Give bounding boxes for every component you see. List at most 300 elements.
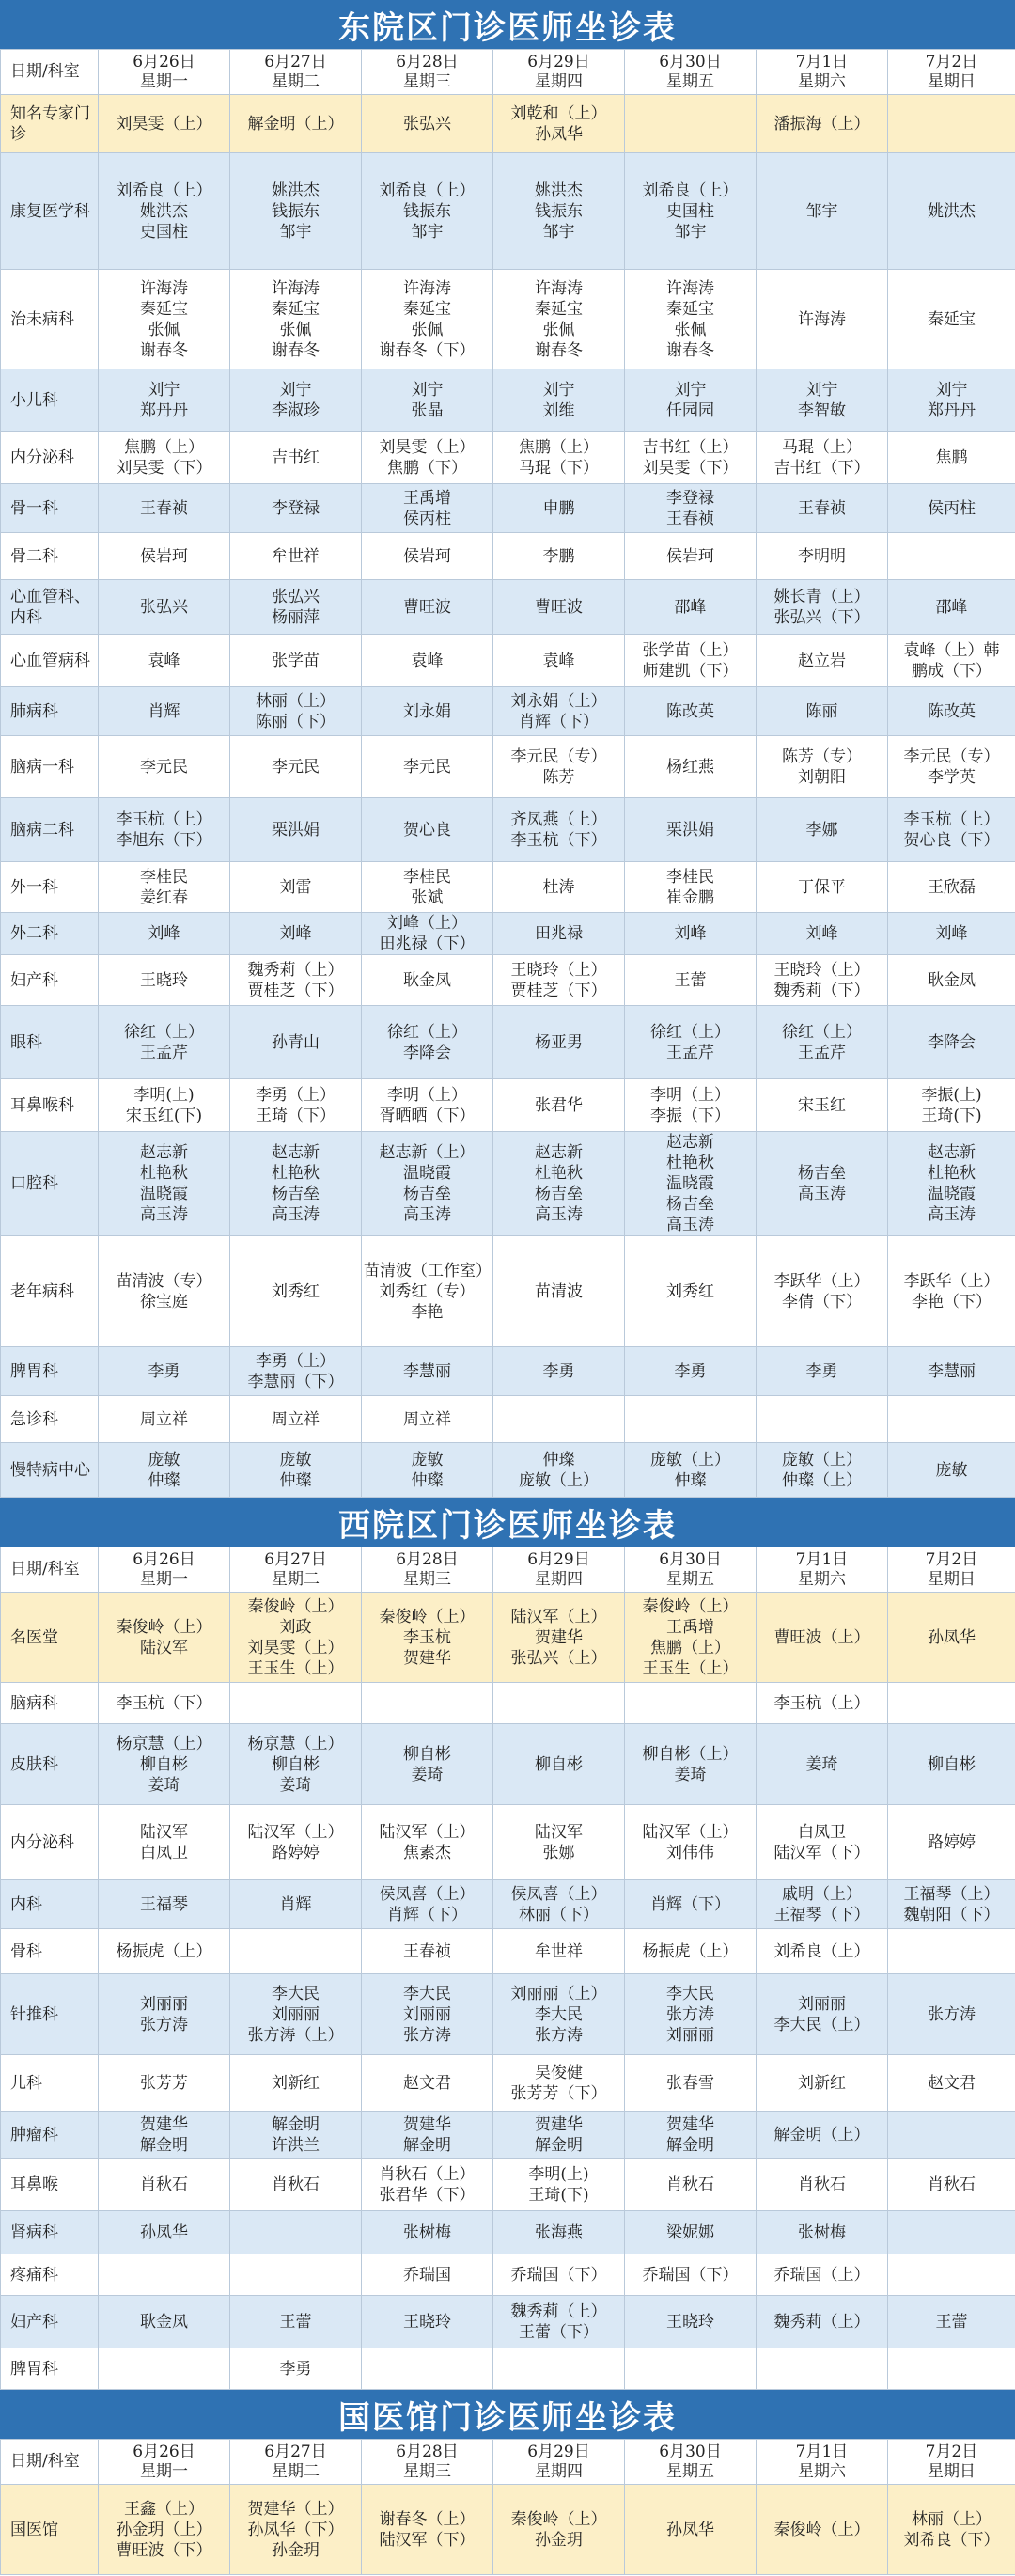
schedule-cell <box>362 2254 493 2296</box>
table-row <box>1 432 1015 484</box>
schedule-cell <box>625 1236 757 1347</box>
doctor-name: 焦鹏（上） <box>519 437 599 457</box>
doctor-name: 孙凤华 <box>140 2223 188 2242</box>
doctor-name: 刘伟伟 <box>666 1843 714 1862</box>
dept-name: 脾胃科 <box>1 2348 99 2390</box>
doctor-name: 陈芳（专） <box>782 746 862 766</box>
doctor-name: 刘永娟 <box>403 701 451 721</box>
header-label: 日期/科室 <box>1 2440 99 2485</box>
doctor-name: 贺建华（上） <box>247 2499 344 2519</box>
doctor-name: 李元民（专） <box>903 746 1000 766</box>
doctor-name: 李勇 <box>148 1361 180 1381</box>
doctor-name: 赵文君 <box>403 2073 451 2093</box>
schedule-cell <box>362 1724 493 1805</box>
doctor-name: 曹旺波（上） <box>773 1627 870 1647</box>
doctor-name: 焦鹏（下） <box>387 458 467 478</box>
doctor-name: 杨吉垒 <box>666 1195 714 1214</box>
schedule-cell <box>625 153 757 270</box>
schedule-cell <box>493 1724 625 1805</box>
dept-name: 脑病二科 <box>1 798 99 862</box>
schedule-cell <box>362 95 493 153</box>
schedule-cell <box>230 635 362 687</box>
schedule-cell <box>230 2211 362 2254</box>
day-weekday: 星期日 <box>928 2461 976 2481</box>
header-label: 日期/科室 <box>1 50 99 95</box>
schedule-cell <box>757 1443 888 1498</box>
table-row <box>1 1929 1015 1974</box>
doctor-name: 刘希良（上） <box>773 1941 870 1961</box>
table-row <box>1 1396 1015 1443</box>
doctor-name: 贺建华 <box>403 2114 451 2134</box>
doctor-name: 解金明 <box>140 2135 188 2155</box>
doctor-name: 李元民 <box>403 757 451 777</box>
schedule-cell <box>757 736 888 798</box>
doctor-name: 周立祥 <box>403 1409 451 1429</box>
schedule-cell <box>625 1593 757 1683</box>
doctor-name: 贺建华 <box>140 2114 188 2134</box>
schedule-cell <box>230 2055 362 2112</box>
doctor-name: 耿金凤 <box>928 970 976 990</box>
doctor-name: 孙凤华 <box>535 124 583 144</box>
day-weekday: 星期日 <box>928 71 976 91</box>
schedule-cell <box>362 687 493 736</box>
doctor-name: 杜艳秋 <box>666 1154 714 1172</box>
doctor-name: 牟世祥 <box>535 1941 583 1961</box>
doctor-name: 邵峰 <box>935 597 968 617</box>
schedule-cell <box>493 2159 625 2211</box>
day-weekday: 星期一 <box>140 1569 188 1589</box>
day-header <box>493 2440 625 2485</box>
doctor-name: 侯丙柱 <box>403 509 451 528</box>
doctor-name: 李玉杭（上） <box>903 809 1000 829</box>
schedule-cell <box>230 1079 362 1132</box>
doctor-name: 李勇 <box>279 2359 312 2379</box>
day-date: 7月1日 <box>795 2442 849 2461</box>
day-date: 6月30日 <box>659 2442 722 2461</box>
doctor-name: 许海涛 <box>403 278 451 298</box>
schedule-cell <box>230 1974 362 2055</box>
schedule-cell <box>757 687 888 736</box>
doctor-name: 李学英 <box>928 767 976 787</box>
doctor-name: 李桂民 <box>140 867 188 887</box>
doctor-name: 刘峰 <box>279 924 312 943</box>
schedule-cell <box>99 1396 230 1443</box>
day-weekday: 星期五 <box>666 71 714 91</box>
schedule-cell <box>757 1347 888 1396</box>
schedule-cell <box>99 1236 230 1347</box>
doctor-name: 李明（上） <box>387 1085 467 1105</box>
doctor-name: 张树梅 <box>798 2223 846 2242</box>
schedule-cell <box>625 736 757 798</box>
doctor-name: 师建凯（下） <box>642 661 739 681</box>
table-row <box>1 1236 1015 1347</box>
table-row <box>1 1006 1015 1079</box>
schedule-cell <box>888 635 1015 687</box>
schedule-cell <box>362 1132 493 1236</box>
doctor-name: 徐宝庭 <box>140 1292 188 1312</box>
schedule-cell <box>230 1347 362 1396</box>
schedule-cell <box>362 2211 493 2254</box>
doctor-name: 陈芳 <box>542 767 575 787</box>
schedule-cell <box>625 270 757 369</box>
day-header <box>99 50 230 95</box>
doctor-name: 陆汉军（上） <box>642 1822 739 1842</box>
schedule-cell <box>888 369 1015 432</box>
schedule-cell <box>362 484 493 533</box>
doctor-name: 肖辉 <box>148 701 180 721</box>
day-date: 6月30日 <box>659 1549 722 1569</box>
schedule-cell <box>230 533 362 580</box>
doctor-name: 秦延宝 <box>928 309 976 329</box>
schedule-cell <box>362 862 493 913</box>
doctor-name: 陈丽 <box>805 701 838 721</box>
schedule-cell <box>888 2348 1015 2390</box>
doctor-name: 秦延宝 <box>272 299 320 319</box>
doctor-name: 邹宇 <box>674 222 707 242</box>
doctor-name: 徐红（上） <box>387 1022 467 1042</box>
doctor-name: 肖秋石（上） <box>379 2164 476 2184</box>
schedule-cell <box>99 736 230 798</box>
schedule-cell <box>757 913 888 955</box>
schedule-cell <box>362 153 493 270</box>
schedule-cell <box>757 2296 888 2348</box>
dept-name: 脑病科 <box>1 1683 99 1724</box>
schedule-cell <box>230 2159 362 2211</box>
doctor-name: 贺建华 <box>403 1648 451 1668</box>
schedule-cell <box>362 2055 493 2112</box>
guoyi-header-row <box>1 2440 1015 2485</box>
schedule-cell <box>493 270 625 369</box>
schedule-cell <box>493 1880 625 1929</box>
doctor-name: 孙凤华（下） <box>247 2520 344 2539</box>
doctor-name: 鹏成（下） <box>912 661 992 681</box>
doctor-name: 吉书红 <box>272 448 320 467</box>
schedule-cell <box>99 484 230 533</box>
schedule-cell <box>362 1805 493 1880</box>
schedule-cell <box>757 1724 888 1805</box>
schedule-cell <box>888 95 1015 153</box>
schedule-cell <box>230 580 362 635</box>
doctor-name: 李明(上) <box>528 2164 589 2184</box>
schedule-cell <box>888 2485 1015 2575</box>
doctor-name: 刘雷 <box>279 877 312 897</box>
schedule-cell <box>99 270 230 369</box>
schedule-cell <box>888 533 1015 580</box>
doctor-name: 刘宁 <box>411 380 444 400</box>
doctor-name: 高玉涛 <box>535 1205 583 1224</box>
schedule-cell <box>888 687 1015 736</box>
doctor-name: 陆汉军（上） <box>510 1607 607 1626</box>
doctor-name: 张弘兴（下） <box>773 607 870 627</box>
schedule-cell <box>888 862 1015 913</box>
dept-name: 眼科 <box>1 1006 99 1079</box>
doctor-name: 庞敏 <box>935 1460 968 1480</box>
doctor-name: 张晶 <box>411 401 444 420</box>
schedule-cell <box>625 1929 757 1974</box>
doctor-name: 路婷婷 <box>928 1832 976 1852</box>
doctor-name: 赵立岩 <box>798 651 846 670</box>
doctor-name: 王琦(下) <box>921 1106 982 1125</box>
doctor-name: 魏秀莉（上） <box>510 2301 607 2321</box>
doctor-name: 仲璨 <box>542 1450 575 1469</box>
table-row <box>1 2254 1015 2296</box>
table-row <box>1 1132 1015 1236</box>
table-row <box>1 862 1015 913</box>
table-row <box>1 1443 1015 1498</box>
table-row <box>1 270 1015 369</box>
doctor-name: 王蕾 <box>674 970 707 990</box>
day-date: 7月2日 <box>925 1549 978 1569</box>
doctor-name: 王孟芹 <box>666 1043 714 1062</box>
schedule-cell <box>362 798 493 862</box>
schedule-cell <box>757 369 888 432</box>
doctor-name: 刘宁 <box>935 380 968 400</box>
west-header-row <box>1 1547 1015 1593</box>
doctor-name: 杜艳秋 <box>928 1164 976 1183</box>
doctor-name: 袁峰（上）韩 <box>903 640 1000 660</box>
dept-name: 内分泌科 <box>1 432 99 484</box>
doctor-name: 谢春冬 <box>272 340 320 360</box>
doctor-name: 秦延宝 <box>140 299 188 319</box>
schedule-cell <box>493 862 625 913</box>
doctor-name: 杜艳秋 <box>140 1164 188 1183</box>
doctor-name: 刘峰（上） <box>387 914 467 933</box>
east-header-row <box>1 50 1015 95</box>
doctor-name: 柳自彬 <box>928 1754 976 1774</box>
schedule-cell <box>493 2296 625 2348</box>
doctor-name: 肖辉 <box>279 1894 312 1914</box>
doctor-name: 孙金玥 <box>535 2530 583 2550</box>
day-date: 6月26日 <box>133 52 195 71</box>
doctor-name: 张方涛 <box>403 2025 451 2045</box>
doctor-name: 赵志新 <box>535 1143 583 1162</box>
doctor-name: 刘宁 <box>674 380 707 400</box>
dept-name: 脾胃科 <box>1 1347 99 1396</box>
doctor-name: 刘朝阳 <box>798 767 846 787</box>
schedule-cell <box>99 1929 230 1974</box>
dept-name: 口腔科 <box>1 1132 99 1236</box>
doctor-name: 赵文君 <box>928 2073 976 2093</box>
doctor-name: 张方涛（上） <box>247 2025 344 2045</box>
schedule-cell <box>99 2159 230 2211</box>
doctor-name: 许海涛 <box>272 278 320 298</box>
doctor-name: 徐红（上） <box>782 1022 862 1042</box>
schedule-cell <box>362 533 493 580</box>
doctor-name: 陆汉军（上） <box>379 1822 476 1842</box>
schedule-cell <box>230 432 362 484</box>
doctor-name: 苗清波（工作室） <box>364 1261 492 1280</box>
doctor-name: 乔瑞国（下） <box>642 2265 739 2285</box>
table-row <box>1 2211 1015 2254</box>
doctor-name: 柳自彬 <box>403 1744 451 1764</box>
schedule-cell <box>757 580 888 635</box>
doctor-name: 李勇 <box>674 1361 707 1381</box>
doctor-name: 陆汉军（下） <box>773 1843 870 1862</box>
doctor-name: 张弘兴 <box>272 587 320 606</box>
doctor-name: 刘昊雯（上） <box>116 114 212 134</box>
doctor-name: 刘宁 <box>148 380 180 400</box>
schedule-cell <box>888 913 1015 955</box>
schedule-cell <box>757 862 888 913</box>
doctor-name: 高玉涛 <box>928 1205 976 1224</box>
schedule-cell <box>888 1593 1015 1683</box>
schedule-cell <box>888 2112 1015 2159</box>
doctor-name: 张树梅 <box>403 2223 451 2242</box>
doctor-name: 刘维 <box>542 401 575 420</box>
doctor-name: 王禹增 <box>666 1617 714 1637</box>
schedule-cell <box>99 432 230 484</box>
doctor-name: 姜琦 <box>279 1775 312 1795</box>
schedule-cell <box>757 1683 888 1724</box>
doctor-name: 杨吉垒 <box>535 1185 583 1203</box>
schedule-cell <box>362 913 493 955</box>
doctor-name: 侯凤喜（上） <box>510 1884 607 1904</box>
schedule-cell <box>362 432 493 484</box>
dept-name: 外二科 <box>1 913 99 955</box>
table-row <box>1 1347 1015 1396</box>
doctor-name: 王福琴（下） <box>773 1905 870 1924</box>
day-weekday: 星期四 <box>535 71 583 91</box>
day-header <box>888 50 1015 95</box>
doctor-name: 刘丽丽 <box>272 2004 320 2024</box>
doctor-name: 谢春冬（上） <box>379 2509 476 2529</box>
dept-name: 内科 <box>1 1880 99 1929</box>
schedule-cell <box>888 432 1015 484</box>
schedule-cell <box>230 687 362 736</box>
doctor-name: 肖秋石 <box>666 2175 714 2194</box>
doctor-name: 戚明（上） <box>782 1884 862 1904</box>
schedule-cell <box>625 1132 757 1236</box>
dept-name: 康复医学科 <box>1 153 99 270</box>
doctor-name: 栗洪娟 <box>666 820 714 840</box>
table-row <box>1 1683 1015 1724</box>
doctor-name: 刘秀红（专） <box>379 1281 476 1301</box>
doctor-name: 田兆禄 <box>535 924 583 943</box>
schedule-cell <box>230 1929 362 1974</box>
dept-name: 疼痛科 <box>1 2254 99 2296</box>
schedule-cell <box>99 1006 230 1079</box>
schedule-cell <box>230 798 362 862</box>
schedule-cell <box>493 2211 625 2254</box>
day-header <box>99 1547 230 1593</box>
schedule-cell <box>625 95 757 153</box>
doctor-name: 王春祯 <box>798 498 846 518</box>
doctor-name: 谢春冬 <box>140 340 188 360</box>
doctor-name: 贺建华 <box>666 2114 714 2134</box>
doctor-name: 耿金凤 <box>403 970 451 990</box>
doctor-name: 吉书红（下） <box>773 458 870 478</box>
table-row <box>1 484 1015 533</box>
schedule-cell <box>493 2348 625 2390</box>
schedule-cell <box>230 1443 362 1498</box>
doctor-name: 王玉生（上） <box>247 1658 344 1678</box>
doctor-name: 林丽（下） <box>519 1905 599 1924</box>
doctor-name: 王晓玲（上） <box>510 960 607 980</box>
schedule-cell <box>99 1724 230 1805</box>
schedule-cell <box>99 955 230 1006</box>
doctor-name: 李明(上) <box>133 1085 195 1105</box>
doctor-name: 袁峰 <box>148 651 180 670</box>
doctor-name: 李玉杭（上） <box>116 809 212 829</box>
schedule-cell <box>99 369 230 432</box>
schedule-cell <box>230 913 362 955</box>
doctor-name: 秦俊岭（上） <box>247 1596 344 1616</box>
doctor-name: 解金明 <box>403 2135 451 2155</box>
doctor-name: 秦延宝 <box>666 299 714 319</box>
doctor-name: 刘丽丽 <box>798 1994 846 2014</box>
dept-name: 耳鼻喉科 <box>1 1079 99 1132</box>
schedule-cell <box>99 2211 230 2254</box>
schedule-cell <box>757 2348 888 2390</box>
schedule-cell <box>625 432 757 484</box>
doctor-name: 张君华（下） <box>379 2185 476 2205</box>
doctor-name: 李振(上) <box>921 1085 982 1105</box>
table-row <box>1 533 1015 580</box>
doctor-name: 秦俊岭（上） <box>773 2520 870 2539</box>
day-header <box>362 50 493 95</box>
dept-name: 慢特病中心 <box>1 1443 99 1498</box>
day-weekday: 星期六 <box>798 71 846 91</box>
schedule-cell <box>230 1880 362 1929</box>
doctor-name: 李跃华（上） <box>773 1271 870 1291</box>
schedule-cell <box>362 1683 493 1724</box>
dept-name: 皮肤科 <box>1 1724 99 1805</box>
schedule-cell <box>625 913 757 955</box>
schedule-cell <box>493 1132 625 1236</box>
schedule-cell <box>757 635 888 687</box>
doctor-name: 赵志新 <box>272 1143 320 1162</box>
doctor-name: 柳自彬 <box>272 1754 320 1774</box>
schedule-cell <box>230 1006 362 1079</box>
doctor-name: 魏秀莉（上） <box>773 2312 870 2332</box>
doctor-name: 路婷婷 <box>272 1843 320 1862</box>
doctor-name: 乔瑞国 <box>403 2265 451 2285</box>
dept-name: 内分泌科 <box>1 1805 99 1880</box>
schedule-cell <box>757 1974 888 2055</box>
table-row <box>1 635 1015 687</box>
doctor-name: 杨京慧（上） <box>116 1734 212 1753</box>
doctor-name: 王福琴（上） <box>903 1884 1000 1904</box>
doctor-name: 谢春冬 <box>535 340 583 360</box>
doctor-name: 曹旺波（下） <box>116 2540 212 2560</box>
schedule-cell <box>230 1805 362 1880</box>
doctor-name: 秦俊岭（上） <box>116 1617 212 1637</box>
doctor-name: 王禹增 <box>403 488 451 508</box>
schedule-cell <box>888 1974 1015 2055</box>
doctor-name: 王琦（下） <box>256 1106 336 1125</box>
doctor-name: 仲璨 <box>279 1470 312 1490</box>
doctor-name: 邹宇 <box>805 201 838 221</box>
schedule-cell <box>888 484 1015 533</box>
schedule-cell <box>757 2055 888 2112</box>
doctor-name: 周立祥 <box>140 1409 188 1429</box>
doctor-name: 张佩 <box>542 320 575 339</box>
doctor-name: 刘峰 <box>935 924 968 943</box>
schedule-cell <box>493 798 625 862</box>
doctor-name: 李鹏 <box>542 546 575 566</box>
doctor-name: 肖辉（下） <box>387 1905 467 1924</box>
schedule-cell <box>625 955 757 1006</box>
doctor-name: 邹宇 <box>279 222 312 242</box>
schedule-cell <box>493 2254 625 2296</box>
doctor-name: 张弘兴 <box>403 114 451 134</box>
day-date: 6月28日 <box>396 1549 459 1569</box>
doctor-name: 高玉涛 <box>666 1216 714 1234</box>
schedule-cell <box>362 2348 493 2390</box>
dept-name: 肺病科 <box>1 687 99 736</box>
doctor-name: 李娜 <box>805 820 838 840</box>
day-weekday: 星期五 <box>666 1569 714 1589</box>
